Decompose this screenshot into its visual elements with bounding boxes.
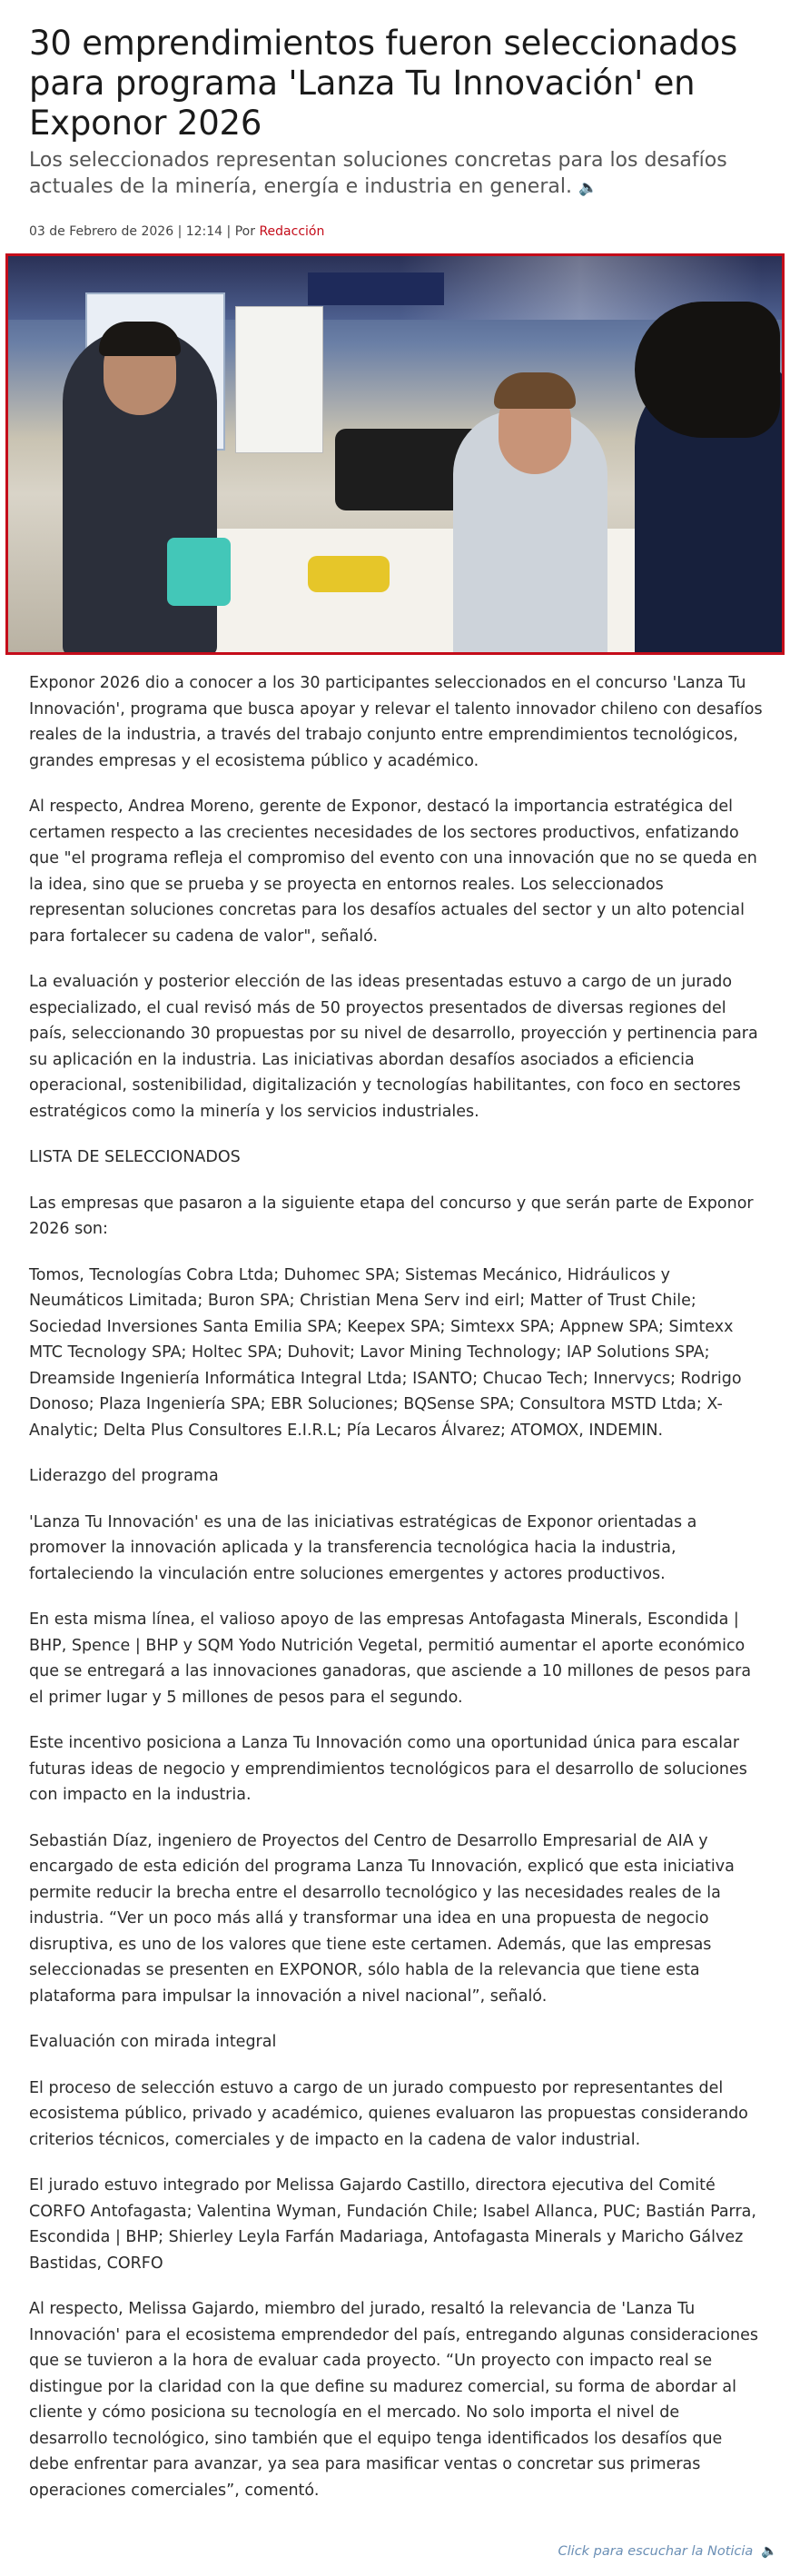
section-heading: Evaluación con mirada integral: [29, 2033, 277, 2051]
hero-hair-right: [635, 302, 780, 438]
byline-separator: |: [226, 224, 235, 239]
paragraph: Las empresas que pasaron a la siguiente etapa del concurso y que serán parte de Exponor 2026 son:: [29, 1194, 754, 1238]
paragraph: Al respecto, Andrea Moreno, gerente de Exponor, destacó la importancia estratégica del certamen respecto a las crecientes necesidades de los sectores productivos, enfatizando que "el programa refleja el compromiso del evento con una innovación que no se queda en la idea, sino que se prueba y se proyecta en entornos reales. Los seleccionados representan soluciones concretas para los desafíos actuales del sector y un alto potencial para fortalecer su cadena de valor", señaló.: [29, 798, 757, 946]
speaker-icon: 🔈: [760, 2544, 777, 2559]
listen-label: Click para escuchar la Noticia: [558, 2544, 754, 2559]
paragraph: La evaluación y posterior elección de las ideas presentadas estuvo a cargo de un jurado especializado, el cual revisó más de 50 proyectos presentados de diversas regiones del país, seleccionando 30 propuestas por su nivel de desarrollo, proyección y pertinencia para su aplicación en la industria. Las iniciativas abordan desafíos asociados a eficiencia operacional, sostenibilidad, digitalización y tecnologías habilitantes, con foco en sectores estratégicos como la minería y los servicios industriales.: [29, 973, 758, 1121]
section-heading: LISTA DE SELECCIONADOS: [29, 1148, 241, 1166]
paragraph: El proceso de selección estuvo a cargo de un jurado compuesto por representantes del ecosistema público, privado y académico, quienes evaluaron las propuestas considerando criterios técnicos, comerciales y de impacto en la cadena de valor industrial.: [29, 2078, 748, 2149]
hero-banner: [308, 272, 444, 305]
paragraph: Este incentivo posiciona a Lanza Tu Innovación como una oportunidad única para escalar futuras ideas de negocio y emprendimientos tecnológicos para el desarrollo de soluciones con impacto en la industria.: [29, 1734, 747, 1804]
publish-time: 12:14: [185, 224, 223, 239]
hero-hair-left: [99, 322, 181, 356]
paragraph: 'Lanza Tu Innovación' es una de las iniciativas estratégicas de Exponor orientadas a promover la innovación aplicada y la transferencia tecnológica hacia la industria, fortaleciendo la vinculación entre soluciones emergentes y actores productivos.: [29, 1512, 697, 1583]
hero-image: [5, 253, 785, 655]
paragraph: Tomos, Tecnologías Cobra Ltda; Duhomec SPA; Sistemas Mecánico, Hidráulicos y Neumáticos Limitada; Buron SPA; Christian Mena Serv ind eirl; Matter of Trust Chile; Sociedad Inversiones Santa Emilia SPA; Keepex SPA; Simtexx SPA; Appnew SPA; Simtexx MTC Tecnology SPA; Holtec SPA; Duhovit; Lavor Mining Technology; IAP Solutions SPA; Dreamside Ingeniería Informática Integral Ltda; ISANTO; Chucao Tech; Innervycs; Rodrigo Donoso; Plaza Ingeniería SPA; EBR Soluciones; BQSense SPA; Consultora MSTD Ltda; X-Analytic; Delta Plus Consultores E.I.R.L; Pía Lecaros Álvarez; ATOMOX, INDEMIN.: [29, 1265, 742, 1440]
headline: 30 emprendimientos fueron seleccionados para programa 'Lanza Tu Innovación' en Exponor 2026: [29, 24, 738, 143]
section-heading: Liderazgo del programa: [29, 1467, 219, 1485]
by-label: Por: [234, 224, 255, 239]
author-link[interactable]: Redacción: [259, 224, 325, 239]
paragraph: El jurado estuvo integrado por Melissa Gajardo Castillo, directora ejecutiva del Comité CORFO Antofagasta; Valentina Wyman, Fundación Chile; Isabel Allanca, PUC; Bastián Parra, Escondida | BHP; Shierley Leyla Farfán Madariaga, Antofagasta Minerals y Maricho Gálvez Bastidas, CORFO: [29, 2176, 756, 2273]
paragraph: En esta misma línea, el valioso apoyo de las empresas Antofagasta Minerals, Escondida | BHP, Spence | BHP y SQM Yodo Nutrición Vegetal, permitió aumentar el aporte económico que se entregará a las innovaciones ganadoras, que asciende a 10 millones de pesos para el primer lugar y 5 millones de pesos para el segundo.: [29, 1610, 752, 1707]
byline: [0, 224, 790, 239]
hero-stand-panel-2: [235, 306, 323, 453]
speaker-icon[interactable]: 🔈: [578, 179, 598, 197]
hero-hair-center: [494, 372, 576, 409]
paragraph: Al respecto, Melissa Gajardo, miembro del jurado, resaltó la relevancia de 'Lanza Tu Innovación' para el ecosistema emprendedor del país, entregando algunas consideraciones que se tuvieron a la hora de evaluar cada proyecto. “Un proyecto con impacto real se distingue por la claridad con la que define su madurez comercial, su forma de abordar al cliente y cómo posiciona su tecnología en el mercado. No solo importa el nivel de desarrollo tecnológico, sino también que el equipo tenga identificados los desafíos que debe enfrentar para avanzar, ya sea para masificar ventas o concretar sus primeras operaciones comerciales”, comentó.: [29, 2300, 758, 2500]
hero-cup: [167, 538, 231, 606]
listen-link[interactable]: [558, 2543, 777, 2559]
subtitle: [0, 144, 790, 202]
subtitle-text: Los seleccionados representan soluciones concretas para los desafíos actuales de la minería, energía e industria en general.: [29, 149, 727, 198]
article-body: [0, 655, 790, 2503]
hero-yellow-device: [308, 556, 390, 592]
paragraph: Sebastián Díaz, ingeniero de Proyectos del Centro de Desarrollo Empresarial de AIA y encargado de esta edición del programa Lanza Tu Innovación, explicó que esta iniciativa permite reducir la brecha entre el desarrollo tecnológico y las necesidades reales de la industria. “Ver un poco más allá y transformar una idea en una propuesta de negocio disruptiva, es uno de los valores que tiene este certamen. Además, que las empresas seleccionadas se presenten en EXPONOR, sólo habla de la relevancia que tiene esta plataforma para impulsar la innovación a nivel nacional”, señaló.: [29, 1831, 735, 2006]
publish-date: 03 de Febrero de 2026: [29, 224, 174, 239]
paragraph: Exponor 2026 dio a conocer a los 30 participantes seleccionados en el concurso 'Lanza Tu Innovación', programa que busca apoyar y relevar el talento innovador chileno con desafíos reales de la industria, a través del trabajo conjunto entre emprendimientos tecnológicos, grandes empresas y el ecosistema público y académico.: [29, 674, 763, 770]
byline-separator: |: [177, 224, 186, 239]
